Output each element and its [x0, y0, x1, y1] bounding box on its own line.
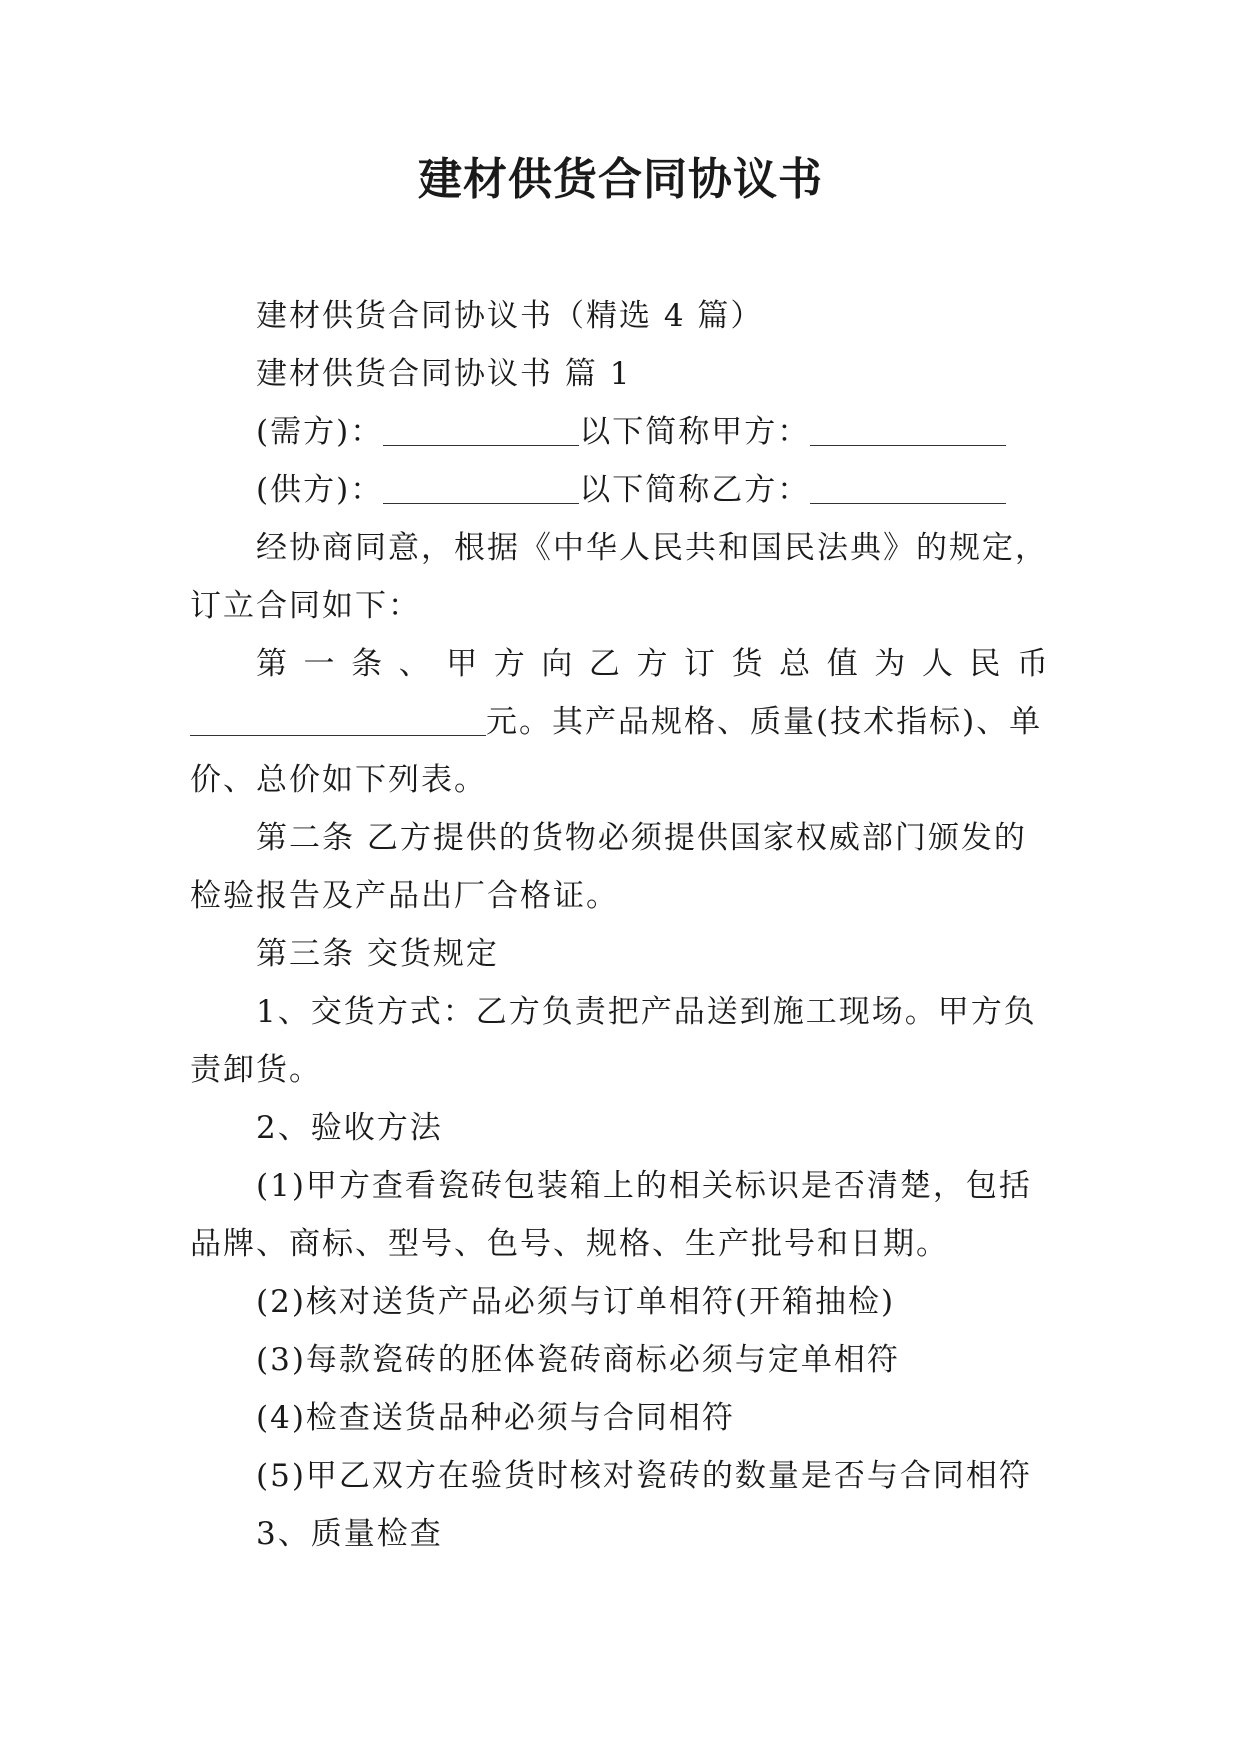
paragraph-article-2-line-2: 检验报告及产品出厂合格证。	[190, 878, 619, 914]
paragraph-delivery-method-line-1: 1、交货方式：乙方负责把产品送到施工现场。甲方负	[256, 994, 1037, 1030]
paragraph-article-1-line-2	[190, 693, 1050, 751]
supplier-label: (供方)：	[256, 472, 384, 508]
paragraph-collection-heading: 建材供货合同协议书（精选 4 篇）	[256, 298, 764, 334]
document-title: 建材供货合同协议书	[418, 154, 823, 205]
paragraph-delivery-method-line-2: 责卸货。	[190, 1052, 322, 1088]
paragraph-acceptance-item-1-line-2: 品牌、商标、型号、色号、规格、生产批号和日期。	[190, 1226, 949, 1262]
buyer-name-blank[interactable]	[383, 415, 579, 446]
paragraph-chapter-heading: 建材供货合同协议书 篇 1	[256, 356, 632, 392]
paragraph-buyer-line	[190, 403, 1050, 461]
buyer-alias-label: 以下简称甲方：	[579, 414, 811, 450]
article-1-line-2-text: 元。其产品规格、质量(技术指标)、单	[486, 704, 1043, 740]
paragraph-preamble-line-2: 订立合同如下：	[190, 588, 421, 624]
paragraph-preamble-line-1: 经协商同意，根据《中华人民共和国民法典》的规定，	[256, 530, 1048, 566]
paragraph-article-1-line-1: 第 一 条 、 甲 方 向 乙 方 订 货 总 值 为 人 民 币	[256, 646, 1050, 682]
paragraph-acceptance-heading: 2、验收方法	[256, 1110, 443, 1146]
paragraph-acceptance-item-3: (3)每款瓷砖的胚体瓷砖商标必须与定单相符	[256, 1342, 900, 1378]
paragraph-acceptance-item-1-line-1: (1)甲方查看瓷砖包装箱上的相关标识是否清楚，包括	[256, 1168, 1032, 1204]
document-body	[190, 287, 1050, 1563]
buyer-alias-blank[interactable]	[810, 415, 1006, 446]
paragraph-acceptance-item-4: (4)检查送货品种必须与合同相符	[256, 1400, 735, 1436]
buyer-label: (需方)：	[256, 414, 384, 450]
paragraph-acceptance-item-5: (5)甲乙双方在验货时核对瓷砖的数量是否与合同相符	[256, 1458, 1032, 1494]
paragraph-article-2-line-1: 第二条 乙方提供的货物必须提供国家权威部门颁发的	[256, 820, 1027, 856]
paragraph-article-1-line-3: 价、总价如下列表。	[190, 762, 487, 798]
total-amount-blank[interactable]	[190, 705, 486, 736]
supplier-alias-label: 以下简称乙方：	[579, 472, 811, 508]
paragraph-acceptance-item-2: (2)核对送货产品必须与订单相符(开箱抽检)	[256, 1284, 896, 1320]
paragraph-article-3-heading: 第三条 交货规定	[256, 936, 499, 972]
paragraph-supplier-line	[190, 461, 1050, 519]
paragraph-quality-check-heading: 3、质量检查	[256, 1516, 443, 1552]
supplier-alias-blank[interactable]	[810, 473, 1006, 504]
supplier-name-blank[interactable]	[383, 473, 579, 504]
